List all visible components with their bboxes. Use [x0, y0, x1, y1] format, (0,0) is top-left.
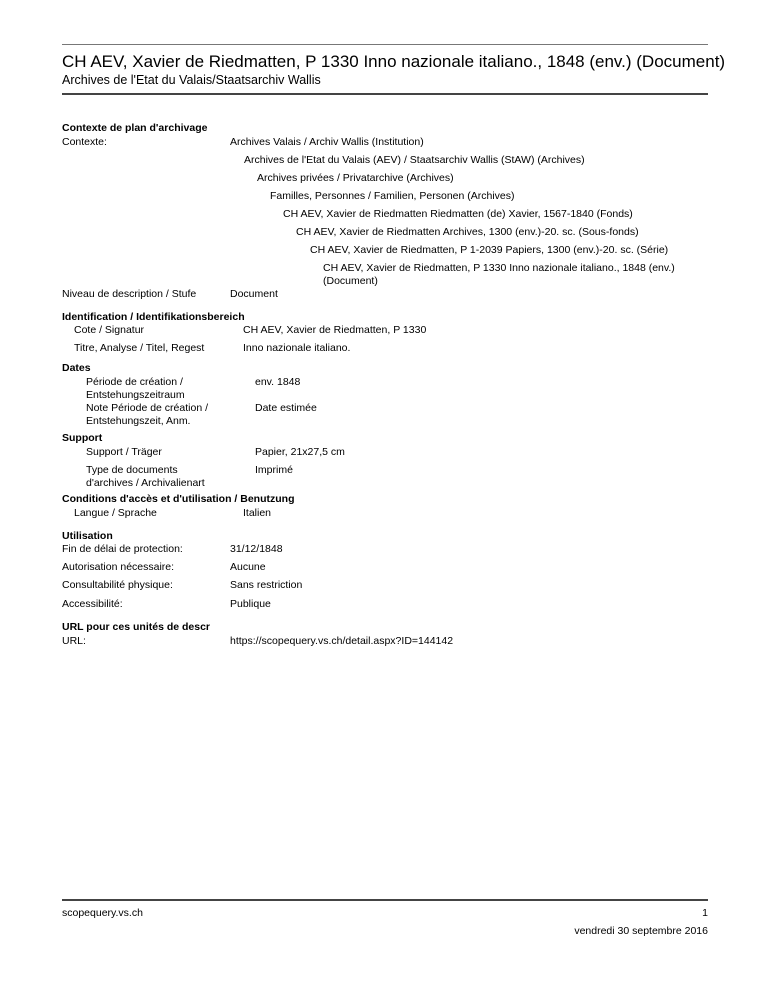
- hierarchy-item-5: CH AEV, Xavier de Riedmatten Riedmatten (de) Xavier, 1567-1840 (Fonds): [283, 208, 633, 220]
- hierarchy-item-2: Archives de l'Etat du Valais (AEV) / Staatsarchiv Wallis (StAW) (Archives): [244, 154, 585, 166]
- conditions-heading: Conditions d'accès et d'utilisation / Benutzung: [62, 493, 295, 505]
- cote-label: Cote / Signatur: [74, 324, 145, 336]
- context-label: Contexte:: [62, 136, 107, 148]
- consultabilite-label: Consultabilité physique:: [62, 579, 173, 591]
- hierarchy-item-7: CH AEV, Xavier de Riedmatten, P 1-2039 Papiers, 1300 (env.)-20. sc. (Série): [310, 244, 669, 256]
- url-link[interactable]: https://scopequery.vs.ch/detail.aspx?ID=144142: [230, 635, 454, 647]
- cote-value: CH AEV, Xavier de Riedmatten, P 1330: [243, 324, 427, 336]
- periode-label: Période de création / Entstehungszeitraum: [86, 376, 185, 401]
- accessibilite-value: Publique: [230, 598, 271, 610]
- support-value: Papier, 21x27,5 cm: [255, 446, 345, 458]
- header-top-rule: [62, 44, 708, 45]
- langue-label: Langue / Sprache: [74, 507, 157, 519]
- identification-heading: Identification / Identifikationsbereich: [62, 311, 245, 323]
- context-heading: Contexte de plan d'archivage: [62, 122, 208, 134]
- footer-rule: [62, 899, 708, 901]
- langue-value: Italien: [243, 507, 272, 519]
- level-value: Document: [230, 288, 278, 300]
- type-value: Imprimé: [255, 464, 293, 476]
- footer-date: vendredi 30 septembre 2016: [574, 925, 708, 937]
- autorisation-label: Autorisation nécessaire:: [62, 561, 175, 573]
- note-label: Note Période de création / Entstehungszeit, Anm.: [86, 402, 208, 427]
- hierarchy-item-4: Familles, Personnes / Familien, Personen (Archives): [270, 190, 515, 202]
- level-label: Niveau de description / Stufe: [62, 288, 197, 300]
- footer-site: scopequery.vs.ch: [62, 907, 143, 919]
- dates-heading: Dates: [62, 362, 91, 374]
- titre-value: Inno nazionale italiano.: [243, 342, 351, 354]
- footer-page-number: 1: [702, 907, 708, 919]
- url-heading: URL pour ces unités de descr: [62, 621, 211, 633]
- accessibilite-label: Accessibilité:: [62, 598, 123, 610]
- utilisation-heading: Utilisation: [62, 530, 113, 542]
- page-subtitle: Archives de l'Etat du Valais/Staatsarchiv Wallis: [62, 73, 321, 87]
- titre-label: Titre, Analyse / Titel, Regest: [74, 342, 205, 354]
- header-bottom-rule: [62, 93, 708, 95]
- consultabilite-value: Sans restriction: [230, 579, 303, 591]
- support-label: Support / Träger: [86, 446, 162, 458]
- type-label: Type de documents d'archives / Archivalienart: [86, 464, 205, 489]
- autorisation-value: Aucune: [230, 561, 266, 573]
- hierarchy-item-6: CH AEV, Xavier de Riedmatten Archives, 1300 (env.)-20. sc. (Sous-fonds): [296, 226, 639, 238]
- support-heading: Support: [62, 432, 103, 444]
- protection-value: 31/12/1848: [230, 543, 283, 555]
- hierarchy-item-8: CH AEV, Xavier de Riedmatten, P 1330 Inno nazionale italiano., 1848 (env.) (Document): [323, 262, 675, 287]
- periode-value: env. 1848: [255, 376, 301, 388]
- hierarchy-item-3: Archives privées / Privatarchive (Archives): [257, 172, 454, 184]
- page-title: CH AEV, Xavier de Riedmatten, P 1330 Inno nazionale italiano., 1848 (env.) (Document): [62, 52, 726, 71]
- url-label: URL:: [62, 635, 86, 647]
- note-value: Date estimée: [255, 402, 317, 414]
- protection-label: Fin de délai de protection:: [62, 543, 183, 555]
- hierarchy-item-1: Archives Valais / Archiv Wallis (Institution): [230, 136, 424, 148]
